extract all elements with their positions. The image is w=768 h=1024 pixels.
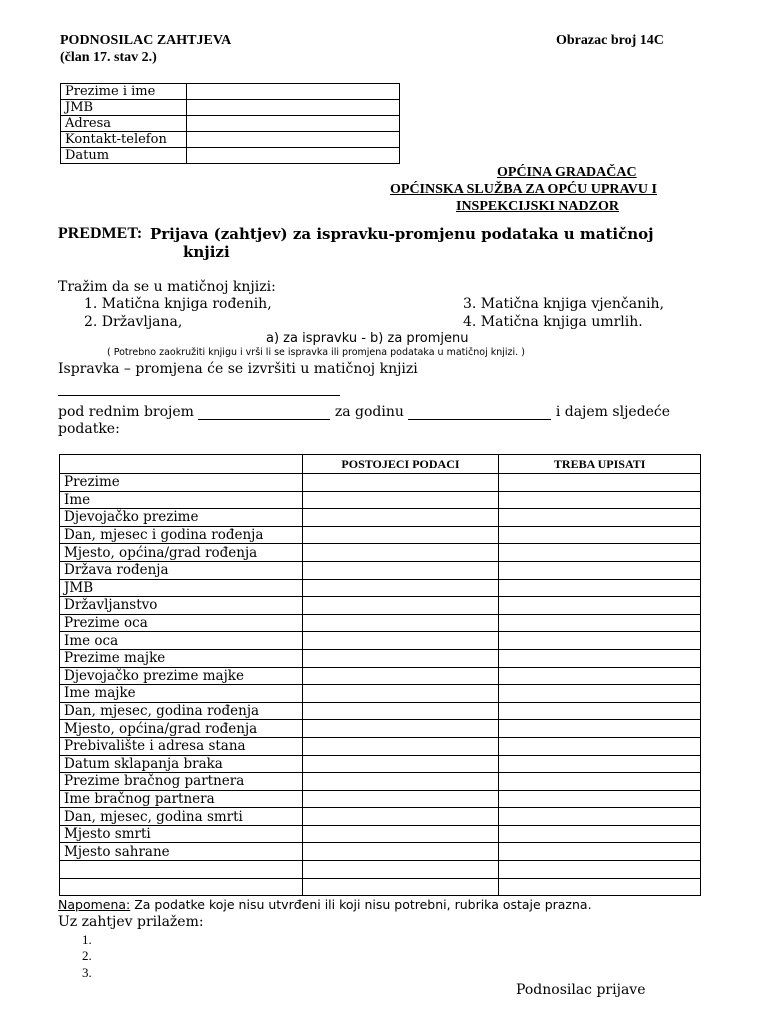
book-name-blank[interactable] — [58, 395, 340, 396]
table-row — [60, 720, 701, 738]
row-label: Ime — [60, 491, 303, 509]
table-row — [60, 861, 701, 879]
row-label: Dan, mjesec, godina rođenja — [60, 702, 303, 720]
new-data-cell[interactable] — [499, 878, 701, 896]
new-data-cell[interactable] — [499, 843, 701, 861]
column-header-new: TREBA UPISATI — [499, 455, 701, 474]
applicant-row — [61, 84, 400, 100]
authority-municipality: OPĆINA GRADAČAC — [497, 165, 637, 180]
existing-data-cell[interactable] — [302, 544, 499, 562]
existing-data-cell[interactable] — [302, 843, 499, 861]
existing-data-cell[interactable] — [302, 579, 499, 597]
existing-data-cell[interactable] — [302, 773, 499, 791]
new-data-cell[interactable] — [499, 808, 701, 826]
applicant-field-label: JMB — [61, 100, 187, 116]
existing-data-cell[interactable] — [302, 755, 499, 773]
new-data-cell[interactable] — [499, 474, 701, 492]
existing-data-cell[interactable] — [302, 702, 499, 720]
table-row — [60, 755, 701, 773]
entry-number-label: pod rednim brojem — [58, 404, 194, 420]
new-data-cell[interactable] — [499, 720, 701, 738]
row-label: Državljanstvo — [60, 597, 303, 615]
table-row — [60, 773, 701, 791]
new-data-cell[interactable] — [499, 526, 701, 544]
book-option-4: 4. Matična knjiga umrlih. — [463, 314, 643, 330]
row-label — [60, 861, 303, 879]
data-label: podatke: — [58, 421, 120, 437]
data-follow-label: i dajem sljedeće — [555, 404, 671, 420]
new-data-cell[interactable] — [499, 579, 701, 597]
row-label: Prezime oca — [60, 614, 303, 632]
article-reference: (član 17. stav 2.) — [60, 50, 157, 65]
table-row — [60, 544, 701, 562]
row-label: Djevojačko prezime — [60, 509, 303, 527]
book-option-1: 1. Matična knjiga rođenih, — [84, 296, 272, 312]
new-data-cell[interactable] — [499, 597, 701, 615]
table-row — [60, 685, 701, 703]
attachment-3: 3. — [82, 965, 92, 980]
table-row — [60, 878, 701, 896]
existing-data-cell[interactable] — [302, 526, 499, 544]
table-row — [60, 579, 701, 597]
correction-options: a) za ispravku - b) za promjenu — [266, 331, 469, 346]
footer-note — [58, 897, 592, 912]
entry-number-line — [58, 404, 670, 420]
row-label: Mjesto sahrane — [60, 843, 303, 861]
book-option-2: 2. Državljana, — [84, 314, 183, 330]
table-row — [60, 632, 701, 650]
row-label: Datum sklapanja braka — [60, 755, 303, 773]
row-label: Djevojačko prezime majke — [60, 667, 303, 685]
applicant-field-value[interactable] — [187, 132, 400, 148]
new-data-cell[interactable] — [499, 755, 701, 773]
authority-service: OPĆINSKA SLUŽBA ZA OPĆU UPRAVU I — [390, 182, 657, 197]
table-row — [60, 509, 701, 527]
new-data-cell[interactable] — [499, 509, 701, 527]
table-row — [60, 825, 701, 843]
existing-data-cell[interactable] — [302, 491, 499, 509]
new-data-cell[interactable] — [499, 685, 701, 703]
applicant-field-value[interactable] — [187, 100, 400, 116]
table-row — [60, 702, 701, 720]
row-label: Prezime majke — [60, 649, 303, 667]
year-blank[interactable] — [408, 405, 551, 420]
applicant-row — [61, 148, 400, 164]
year-label: za godinu — [334, 404, 404, 420]
entry-number-blank[interactable] — [198, 405, 330, 420]
existing-data-cell[interactable] — [302, 649, 499, 667]
new-data-cell[interactable] — [499, 825, 701, 843]
existing-data-cell[interactable] — [302, 790, 499, 808]
subject-text-line1: Prijava (zahtjev) za ispravku-promjenu podataka u matičnoj — [150, 225, 654, 243]
applicant-field-label: Adresa — [61, 116, 187, 132]
new-data-cell[interactable] — [499, 702, 701, 720]
row-label: Ime oca — [60, 632, 303, 650]
table-row — [60, 474, 701, 492]
existing-data-cell[interactable] — [302, 614, 499, 632]
attachments-label: Uz zahtjev prilažem: — [58, 914, 204, 930]
applicant-row — [61, 116, 400, 132]
new-data-cell[interactable] — [499, 561, 701, 579]
table-row — [60, 614, 701, 632]
table-row — [60, 561, 701, 579]
table-row — [60, 808, 701, 826]
new-data-cell[interactable] — [499, 491, 701, 509]
existing-data-cell[interactable] — [302, 509, 499, 527]
applicant-field-label: Prezime i ime — [61, 84, 187, 100]
attachment-1: 1. — [82, 932, 92, 947]
signature-label: Podnosilac prijave — [516, 982, 646, 998]
note-label: Napomena: — [58, 897, 131, 912]
attachment-2: 2. — [82, 948, 92, 963]
new-data-cell[interactable] — [499, 544, 701, 562]
row-label: Prezime — [60, 474, 303, 492]
row-label: Dan, mjesec, godina smrti — [60, 808, 303, 826]
applicant-row — [61, 100, 400, 116]
column-header-empty — [60, 455, 303, 474]
table-row — [60, 491, 701, 509]
existing-data-cell[interactable] — [302, 825, 499, 843]
existing-data-cell[interactable] — [302, 667, 499, 685]
new-data-cell[interactable] — [499, 632, 701, 650]
row-label: Mjesto, općina/grad rođenja — [60, 720, 303, 738]
table-row — [60, 790, 701, 808]
new-data-cell[interactable] — [499, 649, 701, 667]
row-label: Ime bračnog partnera — [60, 790, 303, 808]
subject-label: PREDMET: — [58, 225, 143, 242]
row-label: Država rođenja — [60, 561, 303, 579]
form-number: Obrazac broj 14C — [556, 33, 664, 48]
applicant-field-label: Kontakt-telefon — [61, 132, 187, 148]
note-text: Za podatke koje nisu utvrđeni ili koji nisu potrebni, rubrika ostaje prazna. — [130, 897, 592, 912]
column-header-existing: POSTOJECI PODACI — [302, 455, 499, 474]
existing-data-cell[interactable] — [302, 561, 499, 579]
table-row — [60, 597, 701, 615]
instruction-note: ( Potrebno zaokružiti knjigu i vrši li se ispravka ili promjena podataka u matičnoj knjizi. ) — [107, 347, 525, 358]
data-table — [59, 454, 701, 896]
table-row — [60, 667, 701, 685]
applicant-field-value[interactable] — [187, 84, 400, 100]
row-label: JMB — [60, 579, 303, 597]
table-row — [60, 649, 701, 667]
applicant-field-value[interactable] — [187, 116, 400, 132]
existing-data-cell[interactable] — [302, 597, 499, 615]
existing-data-cell[interactable] — [302, 861, 499, 879]
row-label: Prebivalište i adresa stana — [60, 737, 303, 755]
new-data-cell[interactable] — [499, 667, 701, 685]
existing-data-cell[interactable] — [302, 737, 499, 755]
new-data-cell[interactable] — [499, 773, 701, 791]
applicant-table — [60, 83, 400, 164]
existing-data-cell[interactable] — [302, 685, 499, 703]
new-data-cell[interactable] — [499, 737, 701, 755]
applicant-field-value[interactable] — [187, 148, 400, 164]
row-label — [60, 878, 303, 896]
table-row — [60, 843, 701, 861]
request-intro: Tražim da se u matičnoj knjizi: — [58, 279, 276, 295]
row-label: Mjesto smrti — [60, 825, 303, 843]
existing-data-cell[interactable] — [302, 474, 499, 492]
book-option-3: 3. Matična knjiga vjenčanih, — [463, 296, 665, 312]
new-data-cell[interactable] — [499, 861, 701, 879]
applicant-field-label: Datum — [61, 148, 187, 164]
existing-data-cell[interactable] — [302, 720, 499, 738]
row-label: Prezime bračnog partnera — [60, 773, 303, 791]
new-data-cell[interactable] — [499, 614, 701, 632]
subject-text-line2: knjizi — [183, 243, 230, 261]
applicant-row — [61, 132, 400, 148]
table-row — [60, 526, 701, 544]
row-label: Mjesto, općina/grad rođenja — [60, 544, 303, 562]
authority-inspection: INSPEKCIJSKI NADZOR — [456, 199, 619, 214]
new-data-cell[interactable] — [499, 790, 701, 808]
existing-data-cell[interactable] — [302, 878, 499, 896]
correction-line: Ispravka – promjena će se izvršiti u matičnoj knjizi — [58, 361, 418, 377]
applicant-heading: PODNOSILAC ZAHTJEVA — [60, 33, 232, 48]
row-label: Ime majke — [60, 685, 303, 703]
row-label: Dan, mjesec i godina rođenja — [60, 526, 303, 544]
existing-data-cell[interactable] — [302, 632, 499, 650]
existing-data-cell[interactable] — [302, 808, 499, 826]
table-row — [60, 737, 701, 755]
